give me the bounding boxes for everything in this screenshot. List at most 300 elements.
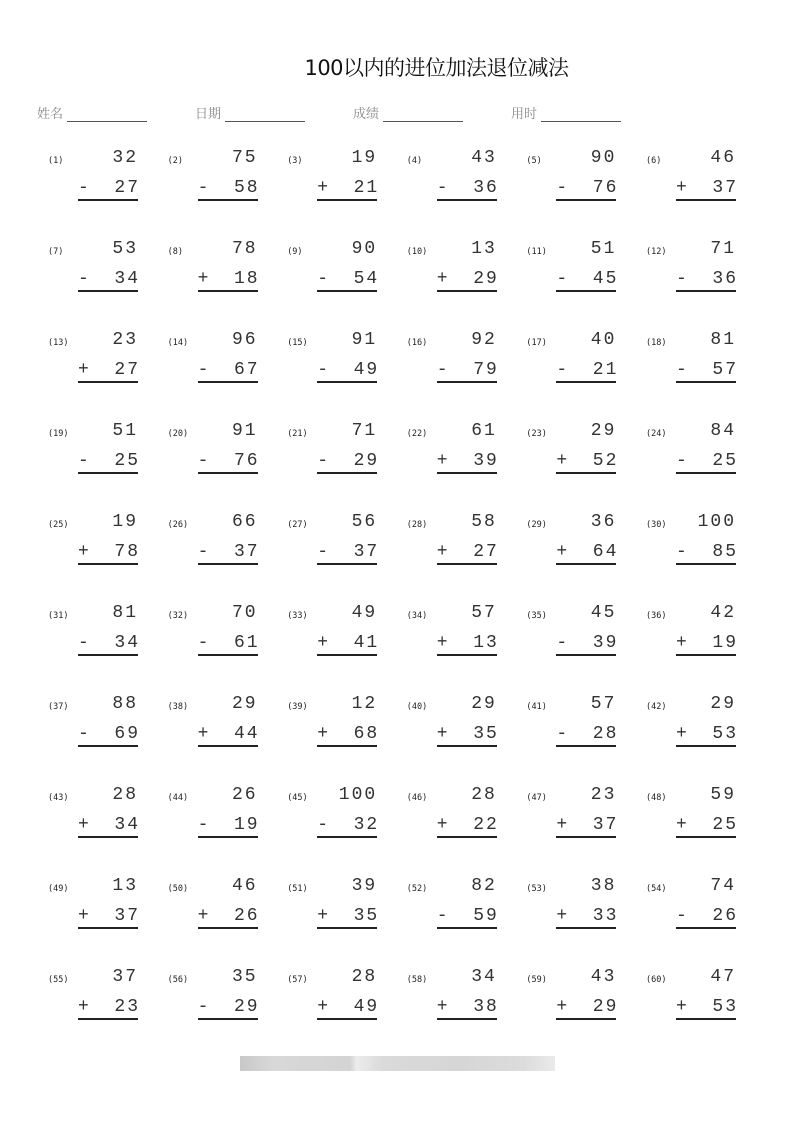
operator-sign: + (676, 997, 689, 1017)
problem-number: (57) (287, 975, 308, 985)
answer-line[interactable] (198, 178, 258, 201)
answer-line[interactable] (556, 906, 619, 929)
problem-item (48, 876, 148, 936)
second-operand: 25 (712, 451, 738, 471)
second-operand: 39 (473, 451, 499, 471)
answer-line[interactable] (78, 724, 138, 747)
operator-sign: - (78, 633, 91, 653)
first-operand: 28 (471, 785, 497, 805)
first-operand: 36 (590, 512, 617, 532)
operator-sign: - (317, 360, 330, 380)
second-operand: 34 (114, 815, 140, 835)
problem-number: (9) (287, 247, 303, 257)
answer-line[interactable] (556, 451, 619, 474)
problem-item (526, 148, 626, 208)
second-operand: 21 (353, 178, 380, 198)
second-operand: 29 (353, 451, 380, 471)
operator-sign: - (676, 451, 689, 471)
problem-item (48, 239, 148, 299)
second-operand: 27 (114, 178, 140, 198)
problem-item (168, 421, 268, 481)
time-used-label: 用时 (511, 107, 538, 122)
first-operand: 34 (471, 967, 497, 987)
second-operand: 78 (114, 542, 140, 562)
operator-sign: - (676, 269, 689, 289)
operator-sign: - (197, 997, 211, 1017)
first-operand: 74 (710, 876, 736, 896)
second-operand: 21 (592, 360, 619, 380)
problem-item (526, 876, 626, 936)
problem-number: (23) (526, 429, 547, 439)
problem-item (407, 421, 507, 481)
second-operand: 79 (473, 360, 499, 380)
answer-line[interactable] (556, 178, 619, 201)
problem-number: (47) (526, 793, 547, 803)
problem-number: (10) (406, 247, 428, 257)
answer-line[interactable] (317, 906, 380, 929)
problem-number: (46) (406, 793, 428, 803)
second-operand: 23 (114, 997, 140, 1017)
problem-item (287, 603, 387, 663)
first-operand: 19 (112, 512, 138, 532)
problem-number: (43) (48, 793, 69, 803)
second-operand: 29 (592, 997, 619, 1017)
answer-line[interactable] (437, 269, 497, 292)
problem-number: (20) (167, 429, 189, 439)
second-operand: 29 (233, 997, 260, 1017)
problem-number: (40) (406, 702, 428, 712)
answer-line[interactable] (676, 633, 736, 656)
operator-sign: + (436, 724, 450, 744)
second-operand: 37 (712, 178, 738, 198)
first-operand: 100 (697, 512, 736, 532)
problem-item (526, 239, 626, 299)
operator-sign: - (197, 360, 211, 380)
operator-sign: + (436, 633, 450, 653)
problem-number: (4) (406, 156, 423, 166)
answer-line[interactable] (78, 360, 138, 383)
first-operand: 13 (471, 239, 497, 259)
problem-item (168, 967, 268, 1027)
time-used-field[interactable] (511, 103, 669, 122)
answer-line[interactable] (198, 997, 258, 1020)
answer-line[interactable] (556, 633, 619, 656)
problem-number: (58) (406, 975, 428, 985)
answer-line[interactable] (198, 542, 258, 565)
first-operand: 91 (351, 330, 378, 350)
second-operand: 38 (473, 997, 499, 1017)
answer-line[interactable] (556, 360, 619, 383)
second-operand: 37 (592, 815, 619, 835)
answer-line[interactable] (437, 633, 497, 656)
first-operand: 13 (112, 876, 138, 896)
second-operand: 29 (473, 269, 499, 289)
operator-sign: - (78, 451, 91, 471)
first-operand: 45 (590, 603, 617, 623)
problem-number: (41) (526, 702, 547, 712)
date-blank[interactable] (225, 107, 305, 122)
answer-line[interactable] (437, 997, 497, 1020)
answer-line[interactable] (198, 724, 258, 747)
answer-line[interactable] (78, 178, 138, 201)
operator-sign: + (676, 724, 689, 744)
problem-item (287, 239, 387, 299)
problem-number: (2) (167, 156, 183, 166)
operator-sign: - (556, 178, 570, 198)
operator-sign: - (317, 451, 330, 471)
operator-sign: - (78, 724, 91, 744)
second-operand: 37 (114, 906, 140, 926)
problem-item (646, 694, 746, 754)
problem-item (48, 694, 148, 754)
problem-number: (6) (646, 156, 662, 166)
date-field[interactable] (195, 103, 353, 122)
answer-line[interactable] (198, 906, 258, 929)
problem-item (287, 421, 387, 481)
name-blank[interactable] (67, 107, 147, 122)
operator-sign: - (317, 542, 330, 562)
first-operand: 90 (590, 148, 617, 168)
problem-number: (34) (406, 611, 428, 621)
problem-item (168, 330, 268, 390)
second-operand: 18 (233, 269, 260, 289)
answer-line[interactable] (78, 451, 138, 474)
problem-item (168, 148, 268, 208)
problem-number: (39) (287, 702, 308, 712)
first-operand: 19 (351, 148, 378, 168)
first-operand: 92 (471, 330, 497, 350)
first-operand: 49 (351, 603, 378, 623)
problem-number: (13) (48, 338, 69, 348)
problem-item (287, 876, 387, 936)
problem-number: (37) (48, 702, 69, 712)
answer-line[interactable] (437, 542, 497, 565)
operator-sign: - (317, 269, 330, 289)
operator-sign: + (78, 360, 91, 380)
first-operand: 12 (351, 694, 378, 714)
problem-item (168, 512, 268, 572)
problem-item (646, 239, 746, 299)
answer-line[interactable] (437, 178, 497, 201)
second-operand: 36 (473, 178, 499, 198)
answer-line[interactable] (198, 451, 258, 474)
problem-item (407, 239, 507, 299)
problem-number: (7) (48, 247, 64, 257)
answer-line[interactable] (317, 997, 380, 1020)
problem-item (287, 330, 387, 390)
problem-item (526, 785, 626, 845)
second-operand: 41 (353, 633, 380, 653)
operator-sign: + (556, 815, 570, 835)
answer-line[interactable] (78, 997, 138, 1020)
operator-sign: + (78, 815, 91, 835)
name-label: 姓名 (37, 107, 64, 122)
operator-sign: - (676, 360, 689, 380)
answer-line[interactable] (317, 178, 380, 201)
problem-number: (22) (406, 429, 428, 439)
problem-item (287, 694, 387, 754)
problem-item (48, 967, 148, 1027)
problem-item (407, 694, 507, 754)
second-operand: 28 (592, 724, 619, 744)
answer-line[interactable] (78, 269, 138, 292)
student-info-row (37, 103, 669, 122)
first-operand: 100 (338, 785, 378, 805)
first-operand: 35 (231, 967, 258, 987)
operator-sign: - (317, 815, 330, 835)
answer-line[interactable] (317, 633, 380, 656)
first-operand: 46 (231, 876, 258, 896)
first-operand: 81 (710, 330, 736, 350)
second-operand: 35 (353, 906, 380, 926)
second-operand: 32 (353, 815, 380, 835)
answer-line[interactable] (437, 360, 497, 383)
second-operand: 37 (353, 542, 380, 562)
problem-item (526, 512, 626, 572)
answer-line[interactable] (676, 724, 736, 747)
first-operand: 96 (231, 330, 258, 350)
operator-sign: + (317, 633, 330, 653)
problem-item (287, 148, 387, 208)
problem-number: (25) (48, 520, 69, 530)
problem-item (407, 967, 507, 1027)
problem-number: (28) (406, 520, 428, 530)
answer-line[interactable] (78, 542, 138, 565)
first-operand: 39 (351, 876, 378, 896)
first-operand: 23 (112, 330, 138, 350)
answer-line[interactable] (676, 451, 736, 474)
operator-sign: - (556, 724, 570, 744)
first-operand: 66 (231, 512, 258, 532)
operator-sign: + (317, 997, 330, 1017)
operator-sign: + (317, 178, 330, 198)
problem-number: (12) (646, 247, 667, 257)
answer-line[interactable] (676, 269, 736, 292)
problem-item (646, 876, 746, 936)
first-operand: 70 (231, 603, 258, 623)
answer-line[interactable] (676, 997, 736, 1020)
second-operand: 64 (592, 542, 619, 562)
second-operand: 59 (473, 906, 499, 926)
first-operand: 29 (231, 694, 258, 714)
operator-sign: - (556, 633, 570, 653)
second-operand: 27 (473, 542, 499, 562)
operator-sign: - (197, 815, 211, 835)
operator-sign: - (676, 542, 689, 562)
answer-line[interactable] (78, 633, 138, 656)
answer-line[interactable] (198, 815, 258, 838)
problem-number: (1) (48, 156, 64, 166)
first-operand: 47 (710, 967, 736, 987)
first-operand: 90 (351, 239, 378, 259)
second-operand: 57 (712, 360, 738, 380)
first-operand: 29 (710, 694, 736, 714)
problem-number: (24) (646, 429, 667, 439)
problem-item (526, 603, 626, 663)
problem-number: (30) (646, 520, 667, 530)
score-field[interactable] (353, 103, 511, 122)
time-used-blank[interactable] (541, 107, 621, 122)
operator-sign: - (436, 906, 450, 926)
answer-line[interactable] (317, 542, 380, 565)
problem-item (407, 512, 507, 572)
operator-sign: + (436, 451, 450, 471)
answer-line[interactable] (676, 360, 736, 383)
first-operand: 71 (351, 421, 378, 441)
first-operand: 91 (231, 421, 258, 441)
first-operand: 53 (112, 239, 138, 259)
problem-number: (27) (287, 520, 308, 530)
problem-number: (29) (526, 520, 547, 530)
answer-line[interactable] (317, 724, 380, 747)
second-operand: 69 (114, 724, 140, 744)
answer-line[interactable] (676, 906, 736, 929)
second-operand: 19 (712, 633, 738, 653)
second-operand: 34 (114, 633, 140, 653)
operator-sign: + (676, 178, 689, 198)
answer-line[interactable] (78, 815, 138, 838)
operator-sign: - (197, 451, 211, 471)
second-operand: 26 (233, 906, 260, 926)
operator-sign: - (436, 360, 450, 380)
second-operand: 68 (353, 724, 380, 744)
answer-line[interactable] (676, 815, 736, 838)
problem-number: (32) (167, 611, 189, 621)
answer-line[interactable] (317, 451, 380, 474)
problem-item (526, 967, 626, 1027)
problem-item (526, 694, 626, 754)
answer-line[interactable] (437, 906, 497, 929)
second-operand: 36 (712, 269, 738, 289)
second-operand: 85 (712, 542, 738, 562)
second-operand: 76 (592, 178, 619, 198)
problem-number: (26) (167, 520, 189, 530)
first-operand: 82 (471, 876, 497, 896)
name-field[interactable] (37, 103, 195, 122)
answer-line[interactable] (676, 178, 736, 201)
problem-number: (45) (287, 793, 308, 803)
problem-item (48, 330, 148, 390)
problem-item (168, 785, 268, 845)
problem-number: (17) (526, 338, 547, 348)
second-operand: 49 (353, 360, 380, 380)
problem-item (168, 239, 268, 299)
operator-sign: + (197, 906, 211, 926)
problem-item (646, 785, 746, 845)
problem-number: (48) (646, 793, 667, 803)
first-operand: 42 (710, 603, 736, 623)
problem-number: (5) (526, 156, 542, 166)
answer-line[interactable] (556, 997, 619, 1020)
operator-sign: + (556, 542, 570, 562)
first-operand: 57 (590, 694, 617, 714)
problem-number: (56) (167, 975, 189, 985)
first-operand: 28 (351, 967, 378, 987)
second-operand: 26 (712, 906, 738, 926)
second-operand: 27 (114, 360, 140, 380)
problem-item (168, 876, 268, 936)
problem-item (646, 512, 746, 572)
problem-number: (60) (646, 975, 667, 985)
operator-sign: + (556, 997, 570, 1017)
answer-line[interactable] (317, 360, 380, 383)
problem-number: (15) (287, 338, 308, 348)
answer-line[interactable] (556, 542, 619, 565)
operator-sign: - (556, 360, 570, 380)
problem-item (48, 421, 148, 481)
operator-sign: + (556, 906, 570, 926)
first-operand: 58 (471, 512, 497, 532)
answer-line[interactable] (198, 360, 258, 383)
problem-number: (19) (48, 429, 69, 439)
first-operand: 84 (710, 421, 736, 441)
answer-line[interactable] (198, 633, 258, 656)
answer-line[interactable] (317, 815, 380, 838)
first-operand: 23 (590, 785, 617, 805)
problem-number: (21) (287, 429, 308, 439)
problem-number: (11) (526, 247, 547, 257)
second-operand: 53 (712, 997, 738, 1017)
second-operand: 53 (712, 724, 738, 744)
operator-sign: - (436, 178, 450, 198)
first-operand: 61 (471, 421, 497, 441)
answer-line[interactable] (78, 906, 138, 929)
first-operand: 37 (112, 967, 138, 987)
problem-item (526, 421, 626, 481)
operator-sign: + (556, 451, 570, 471)
answer-line[interactable] (437, 815, 497, 838)
problem-item (526, 330, 626, 390)
problem-number: (8) (167, 247, 183, 257)
answer-line[interactable] (556, 269, 619, 292)
second-operand: 54 (353, 269, 380, 289)
problem-item (646, 967, 746, 1027)
problem-number: (38) (167, 702, 189, 712)
operator-sign: + (676, 815, 689, 835)
second-operand: 58 (233, 178, 260, 198)
problem-number: (52) (406, 884, 428, 894)
problem-number: (42) (646, 702, 667, 712)
problem-item (287, 512, 387, 572)
operator-sign: + (317, 724, 330, 744)
second-operand: 61 (233, 633, 260, 653)
problem-item (168, 603, 268, 663)
answer-line[interactable] (317, 269, 380, 292)
problem-item (48, 512, 148, 572)
first-operand: 78 (231, 239, 258, 259)
first-operand: 59 (710, 785, 736, 805)
answer-line[interactable] (556, 815, 619, 838)
score-label: 成绩 (353, 107, 380, 122)
operator-sign: - (197, 633, 211, 653)
second-operand: 33 (592, 906, 619, 926)
answer-line[interactable] (556, 724, 619, 747)
problem-number: (59) (526, 975, 547, 985)
blurred-footer (240, 1056, 555, 1071)
date-label: 日期 (195, 107, 222, 122)
answer-line[interactable] (198, 269, 258, 292)
problem-number: (36) (646, 611, 667, 621)
answer-line[interactable] (676, 542, 736, 565)
score-blank[interactable] (383, 107, 463, 122)
first-operand: 57 (471, 603, 497, 623)
operator-sign: + (78, 997, 91, 1017)
answer-line[interactable] (437, 451, 497, 474)
operator-sign: + (317, 906, 330, 926)
answer-line[interactable] (437, 724, 497, 747)
problem-item (646, 421, 746, 481)
first-operand: 56 (351, 512, 378, 532)
